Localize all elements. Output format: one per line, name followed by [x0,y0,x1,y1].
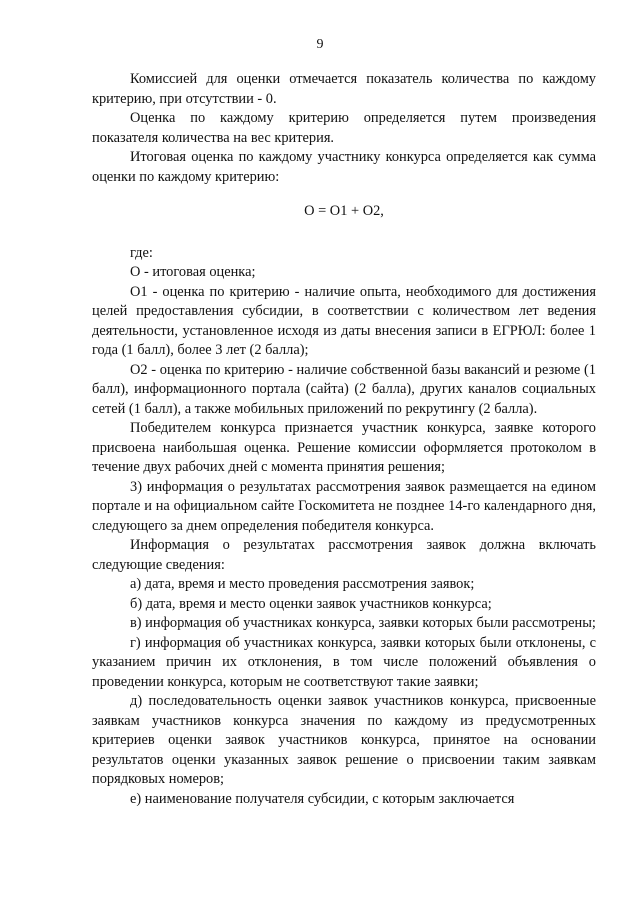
list-item-d: д) последовательность оценки заявок участников конкурса, присвоенные заявкам участников конкурса значения по каждому из предусмотренных критериев оценки заявок участников конкурса, принятое на основании результатов оценки указанных заявок решение о присвоении таким заявкам порядковых номеров; [92,693,596,787]
paragraph-where: где: [130,244,153,261]
score-formula: О = О1 + О2, [304,203,384,219]
paragraph-scoring-count: Комиссией для оценки отмечается показатель количества по каждому критерию, при отсутствии - 0. [92,71,596,107]
definition-o1: О1 - оценка по критерию - наличие опыта, необходимого для достижения целей предоставления субсидии, в соответствии с количеством лет ведения деятельности, установленное исходя из даты внесения записи в ЕГРЮЛ: более 1 года (1 балл), более 3 лет (2 балла); [92,283,596,358]
document-body [92,70,596,809]
list-item-v: в) информация об участниках конкурса, заявки которых были рассмотрены; [130,615,596,631]
page-number: 9 [316,37,324,52]
paragraph-winner: Победителем конкурса признается участник конкурса, заявке которого присвоена наибольшая оценка. Решение комиссии оформляется протоколом в течение двух рабочих дней с момента принятия решения; [92,420,596,475]
paragraph-publication: 3) информация о результатах рассмотрения заявок размещается на едином портале и на официальном сайте Госкомитета не позднее 14-го календарного дня, следующего за днем определения победителя конкурса. [92,478,596,534]
definition-o2: О2 - оценка по критерию - наличие собственной базы вакансий и резюме (1 балл), информационного портала (сайта) (2 балла), других каналов социальных сетей (1 балл), а также мобильных приложений по рекрутингу (2 балла). [92,361,596,417]
paragraph-scoring-weight: Оценка по каждому критерию определяется путем произведения показателя количества на вес критерия. [92,110,596,146]
paragraph-final-score: Итоговая оценка по каждому участнику конкурса определяется как сумма оценки по каждому критерию: [92,149,596,185]
list-item-e: е) наименование получателя субсидии, с которым заключается [130,790,515,807]
list-item-a: а) дата, время и место проведения рассмотрения заявок; [130,576,475,592]
list-item-b: б) дата, время и место оценки заявок участников конкурса; [130,595,492,612]
list-item-g: г) информация об участниках конкурса, заявки которых были отклонены, с указанием причин их отклонения, в том числе положений объявления о проведении конкурса, которым не соответствуют такие заявки; [92,634,596,690]
definition-o: О - итоговая оценка; [130,264,256,280]
paragraph-info-contents: Информация о результатах рассмотрения заявок должна включать следующие сведения: [92,537,596,573]
